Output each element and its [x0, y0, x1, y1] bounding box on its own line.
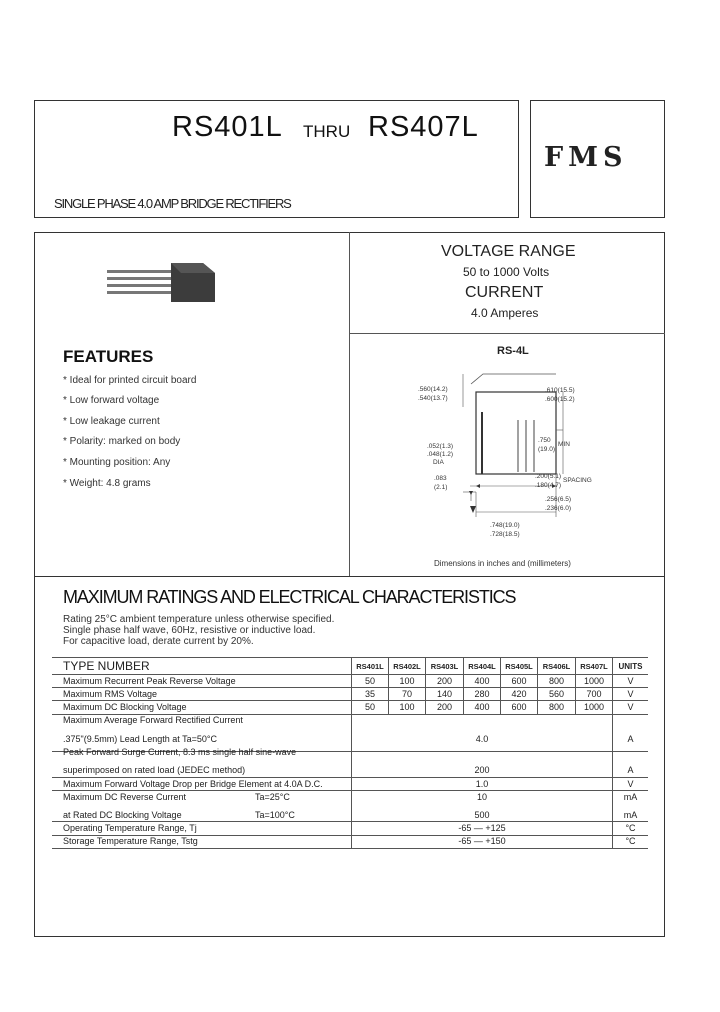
cell: 400	[474, 702, 490, 712]
feature-item: * Low forward voltage	[63, 395, 160, 406]
cell: 1000	[583, 702, 605, 712]
cell: 1000	[583, 676, 605, 686]
unit-cell: V	[627, 779, 634, 789]
cell: 700	[586, 689, 602, 699]
merged-cell: 4.0	[475, 734, 489, 744]
row-desc: Storage Temperature Range, Tstg	[63, 836, 198, 846]
cell: 50	[364, 702, 375, 712]
merged-cell: -65 — +150	[458, 836, 506, 846]
dim-label: .083	[434, 475, 447, 482]
cell: 50	[364, 676, 375, 686]
title-thru: THRU	[303, 122, 351, 141]
row-desc: Maximum DC Blocking Voltage	[63, 702, 187, 712]
divider-vertical	[349, 232, 350, 577]
col-header: RS406L	[542, 662, 571, 671]
cell: 100	[399, 702, 415, 712]
table-line	[52, 687, 648, 688]
unit-cell: °C	[625, 823, 636, 833]
cell: 200	[436, 702, 453, 712]
current-label: CURRENT	[465, 284, 544, 301]
row-desc: at Rated DC Blocking Voltage	[63, 810, 182, 820]
bridge-rectifier-image	[105, 255, 225, 305]
cell: 70	[401, 689, 412, 699]
col-header: RS402L	[393, 662, 421, 671]
feature-item: * Low leakage current	[63, 416, 160, 427]
fms-logo: FMS	[544, 142, 628, 173]
table-line	[52, 821, 648, 822]
table-bottom-line	[52, 848, 648, 849]
dim-label: .256(6.5)	[545, 496, 572, 503]
feature-item: * Mounting position: Any	[63, 457, 171, 468]
cell: 560	[548, 689, 565, 699]
current-value: 4.0 Amperes	[471, 306, 539, 320]
dim-label: .236(6.0)	[545, 505, 572, 512]
unit-cell: V	[627, 676, 634, 686]
dim-label: DIA	[433, 459, 444, 466]
cell: 420	[511, 689, 527, 699]
cell: 35	[364, 689, 375, 699]
cell: 200	[436, 676, 453, 686]
row-desc: Maximum Recurrent Peak Reverse Voltage	[63, 676, 236, 686]
row-desc: Maximum Forward Voltage Drop per Bridge Element at 4.0A D.C.	[63, 779, 323, 789]
row-desc: Maximum Average Forward Rectified Current	[63, 715, 243, 725]
table-line	[52, 777, 648, 778]
dim-label: .748(19.0)	[490, 522, 520, 529]
row-desc: Maximum RMS Voltage	[63, 689, 158, 699]
unit-cell: V	[627, 689, 634, 699]
unit-cell: A	[627, 734, 634, 744]
feature-item: * Weight: 4.8 grams	[63, 478, 151, 489]
characteristics-heading: MAXIMUM RATINGS AND ELECTRICAL CHARACTERISTICS	[63, 587, 516, 607]
features-heading: FEATURES	[63, 347, 154, 366]
cell: 800	[548, 702, 565, 712]
cell: 140	[436, 689, 453, 699]
col-header: RS407L	[580, 662, 608, 671]
unit-cell: °C	[625, 836, 636, 846]
unit-cell: mA	[623, 810, 638, 820]
table-line	[52, 790, 648, 791]
dim-label: .540(13.7)	[418, 395, 448, 402]
cell: 400	[474, 676, 490, 686]
row-cond: Ta=100°C	[255, 810, 295, 820]
units-header: UNITS	[618, 662, 643, 671]
dim-label: .048(1.2)	[427, 451, 454, 458]
row-desc: superimposed on rated load (JEDEC method)	[63, 765, 246, 775]
merged-cell: 500	[474, 810, 490, 820]
row-desc: Peak Forward Surge Current, 8.3 ms single half sine-wave	[63, 747, 297, 757]
row-desc: Operating Temperature Range, Tj	[63, 823, 197, 833]
dim-label: .560(14.2)	[418, 386, 448, 393]
rating-note: For capacitive load, derate current by 20%.	[63, 636, 254, 647]
dim-label: (19.0)	[538, 446, 555, 453]
merged-cell: 1.0	[475, 779, 489, 789]
dim-label: .200(5.1)	[535, 473, 562, 480]
dim-label: (2.1)	[434, 484, 448, 491]
rating-note: Single phase half wave, 60Hz, resistive or inductive load.	[63, 625, 316, 636]
dim-label: .052(1.3)	[427, 443, 454, 450]
cell: 600	[511, 702, 527, 712]
col-header: RS405L	[505, 662, 533, 671]
divider-horizontal	[349, 333, 665, 334]
voltage-range-label: VOLTAGE RANGE	[441, 243, 576, 260]
row-desc: .375"(9.5mm) Lead Length at Ta=50°C	[63, 734, 217, 744]
merged-cell: -65 — +125	[458, 823, 506, 833]
voltage-range-value: 50 to 1000 Volts	[463, 265, 550, 279]
cell: 600	[511, 676, 527, 686]
subtitle: SINGLE PHASE 4.0 AMP BRIDGE RECTIFIERS	[54, 196, 291, 211]
title-part2: RS407L	[368, 111, 479, 143]
col-header: RS403L	[430, 662, 459, 671]
unit-cell: V	[627, 702, 634, 712]
dimensions-caption: Dimensions in inches and (millimeters)	[434, 559, 571, 568]
table-top-line	[52, 657, 648, 658]
feature-item: * Ideal for printed circuit board	[63, 375, 197, 386]
dim-label: .180(4.7)	[535, 482, 562, 489]
merged-cell: 200	[474, 765, 490, 775]
table-line	[52, 700, 648, 701]
dim-label: .728(18.5)	[490, 531, 520, 538]
title-part1: RS401L	[172, 111, 283, 143]
unit-cell: mA	[623, 792, 638, 802]
dim-label: MIN	[558, 441, 570, 448]
package-name: RS-4L	[497, 345, 529, 357]
table-line	[52, 674, 648, 675]
dim-label: SPACING	[563, 477, 592, 484]
row-cond: Ta=25°C	[255, 792, 290, 802]
cell: 800	[548, 676, 565, 686]
unit-cell: A	[627, 765, 634, 775]
cell: 280	[474, 689, 490, 699]
col-header: RS401L	[356, 662, 384, 671]
cell: 100	[399, 676, 415, 686]
rating-note: Rating 25°C ambient temperature unless otherwise specified.	[63, 614, 335, 625]
type-number-header: TYPE NUMBER	[63, 659, 150, 673]
dim-label: .750	[538, 437, 551, 444]
feature-item: * Polarity: marked on body	[63, 436, 181, 447]
row-desc: Maximum DC Reverse Current	[63, 792, 187, 802]
col-header: RS404L	[468, 662, 496, 671]
merged-cell: 10	[476, 792, 487, 802]
dim-label: .610(15.5)	[545, 387, 575, 394]
dim-label: .600(15.2)	[545, 396, 575, 403]
